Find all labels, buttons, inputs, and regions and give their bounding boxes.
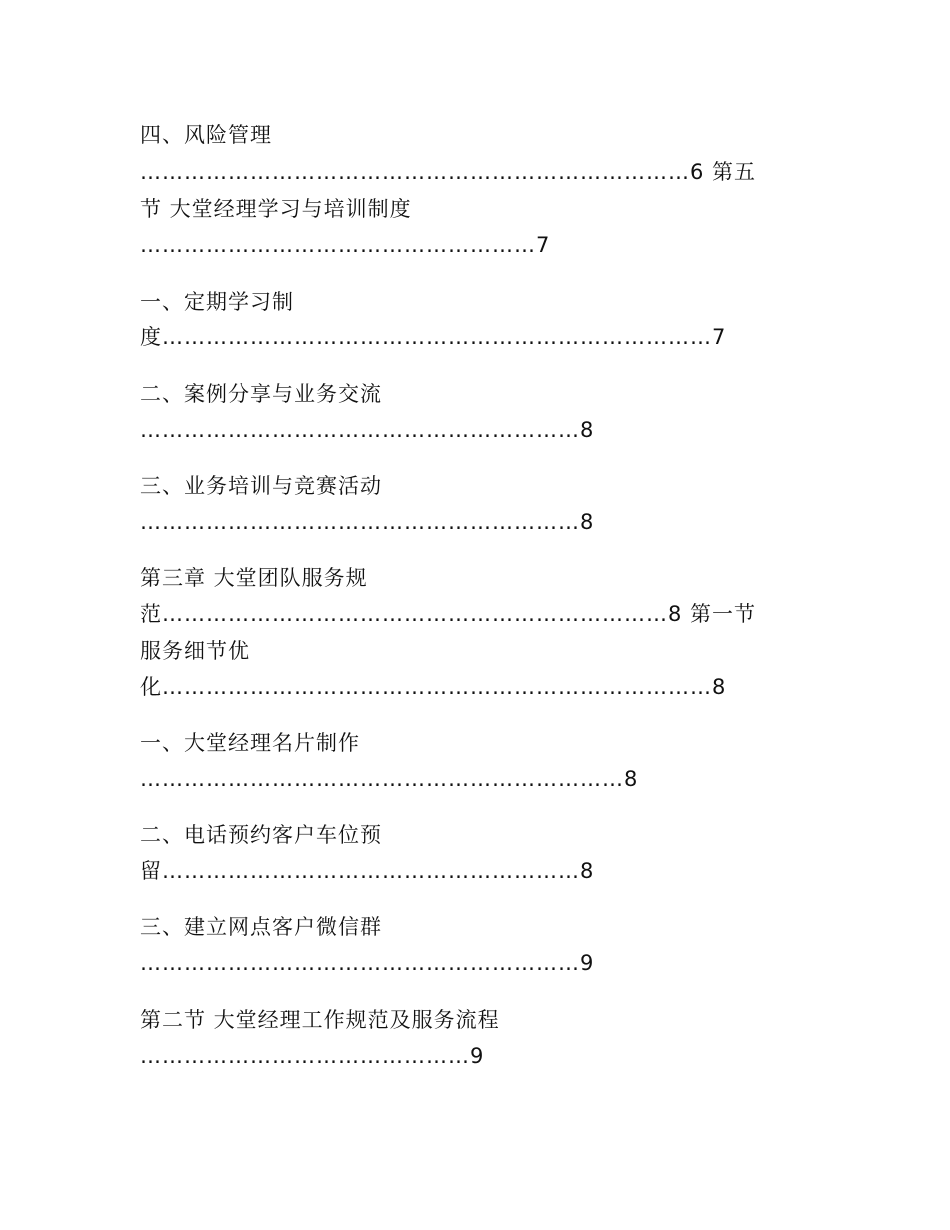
toc-heading-chapter-3: 第三章 大堂团队服务规 bbox=[140, 566, 368, 590]
toc-heading-parking-reservation: 二、电话预约客户车位预 bbox=[140, 823, 382, 847]
toc-heading-business-card: 一、大堂经理名片制作 bbox=[140, 731, 360, 755]
toc-leader-line: ………………………………………………7 bbox=[140, 233, 551, 257]
toc-heading-case-sharing: 二、案例分享与业务交流 bbox=[140, 382, 382, 406]
toc-heading-wechat-group: 三、建立网点客户微信群 bbox=[140, 915, 382, 939]
toc-leader-line: 度…………………………………………………………………7 bbox=[140, 325, 727, 349]
toc-heading-risk-management: 四、风险管理 bbox=[140, 123, 272, 147]
toc-heading-section-2: 第二节 大堂经理工作规范及服务流程 bbox=[140, 1008, 500, 1032]
toc-leader-line: ……………………………………………………9 bbox=[140, 951, 595, 975]
toc-heading-training-competition: 三、业务培训与竞赛活动 bbox=[140, 474, 382, 498]
toc-leader-line: ……………………………………………………8 bbox=[140, 510, 595, 534]
toc-leader-line: …………………………………………………………8 bbox=[140, 767, 639, 791]
toc-leader-line: 范……………………………………………………………8 第一节 bbox=[140, 602, 757, 626]
toc-leader-line: 留…………………………………………………8 bbox=[140, 859, 595, 883]
toc-heading-section-5: 节 大堂经理学习与培训制度 bbox=[140, 197, 412, 221]
toc-heading-service-detail: 服务细节优 bbox=[140, 639, 250, 663]
toc-leader-line: 化…………………………………………………………………8 bbox=[140, 675, 727, 699]
toc-leader-line: ………………………………………9 bbox=[140, 1044, 485, 1068]
toc-leader-line: …………………………………………………………………6 第五 bbox=[140, 160, 757, 184]
toc-leader-line: ……………………………………………………8 bbox=[140, 418, 595, 442]
toc-heading-regular-study: 一、定期学习制 bbox=[140, 290, 294, 314]
